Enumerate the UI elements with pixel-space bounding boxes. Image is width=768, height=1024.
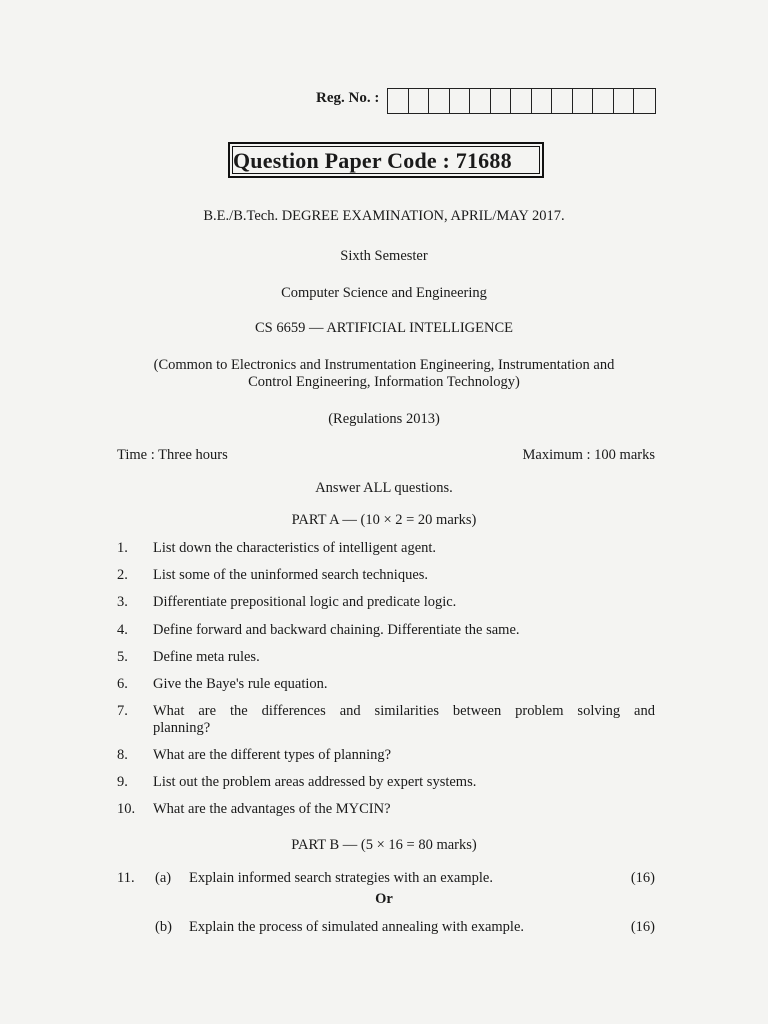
maximum-marks: Maximum : 100 marks	[522, 447, 655, 463]
time-allowed: Time : Three hours	[117, 447, 228, 463]
paper-code	[233, 148, 512, 174]
regulations: (Regulations 2013)	[328, 411, 440, 427]
reg-no-box	[573, 89, 594, 113]
question-text: What are the advantages of the MYCIN?	[153, 801, 391, 817]
question-number: 6.	[117, 676, 128, 692]
part-a-title: PART A — (10 × 2 = 20 marks)	[291, 512, 477, 528]
question-number: 4.	[117, 622, 128, 638]
reg-no-box	[491, 89, 512, 113]
reg-no-label: Reg. No. :	[316, 90, 380, 106]
question-text-continued: planning?	[153, 720, 211, 736]
question-number: 1.	[117, 540, 128, 556]
reg-no-box	[511, 89, 532, 113]
option-b-marks: (16)	[630, 919, 655, 935]
question-number: 7.	[117, 703, 128, 719]
question-number: 2.	[117, 567, 128, 583]
reg-no-box	[614, 89, 635, 113]
paper-code-number: 71688	[455, 148, 512, 173]
reg-no-box	[552, 89, 573, 113]
reg-no-box	[470, 89, 491, 113]
reg-no-box	[532, 89, 553, 113]
paper-code-label: Question Paper Code :	[233, 148, 451, 173]
option-a-marks: (16)	[630, 870, 655, 886]
question-number: 8.	[117, 747, 128, 763]
reg-no-box	[409, 89, 430, 113]
reg-no-box	[429, 89, 450, 113]
reg-no-box	[634, 89, 655, 113]
semester: Sixth Semester	[340, 248, 428, 264]
reg-no-boxes	[387, 88, 656, 114]
question-text: List some of the uninformed search techniques.	[153, 567, 429, 583]
common-to-line-2: Control Engineering, Information Technology)	[248, 374, 520, 390]
question-text: List down the characteristics of intelligent agent.	[153, 540, 437, 556]
option-b-label: (b)	[155, 919, 172, 935]
common-to-line-1: (Common to Electronics and Instrumentation Engineering, Instrumentation and	[153, 357, 615, 373]
question-text: List out the problem areas addressed by expert systems.	[153, 774, 477, 790]
question-number: 3.	[117, 594, 128, 610]
exam-title: B.E./B.Tech. DEGREE EXAMINATION, APRIL/MAY 2017.	[203, 208, 565, 224]
instruction: Answer ALL questions.	[315, 480, 453, 496]
question-text: Define forward and backward chaining. Differentiate the same.	[153, 622, 520, 638]
reg-no-box	[450, 89, 471, 113]
option-a-label: (a)	[155, 870, 172, 886]
question-text: What are the different types of planning?	[153, 747, 392, 763]
question-text: Give the Baye's rule equation.	[153, 676, 328, 692]
question-number: 9.	[117, 774, 128, 790]
or-separator: Or	[375, 891, 393, 907]
option-a-text: Explain informed search strategies with an example.	[189, 870, 493, 886]
question-number: 5.	[117, 649, 128, 665]
question-text: Define meta rules.	[153, 649, 260, 665]
question-number: 10.	[117, 801, 136, 817]
reg-no-box	[388, 89, 409, 113]
course-title: CS 6659 — ARTIFICIAL INTELLIGENCE	[255, 320, 513, 336]
reg-no-box	[593, 89, 614, 113]
question-text: What are the differences and similarities between problem solving and	[153, 703, 655, 719]
option-b-text: Explain the process of simulated annealing with example.	[189, 919, 525, 935]
part-b-title: PART B — (5 × 16 = 80 marks)	[291, 837, 477, 853]
department: Computer Science and Engineering	[281, 285, 487, 301]
question-text: Differentiate prepositional logic and predicate logic.	[153, 594, 457, 610]
question-number: 11.	[117, 870, 135, 886]
